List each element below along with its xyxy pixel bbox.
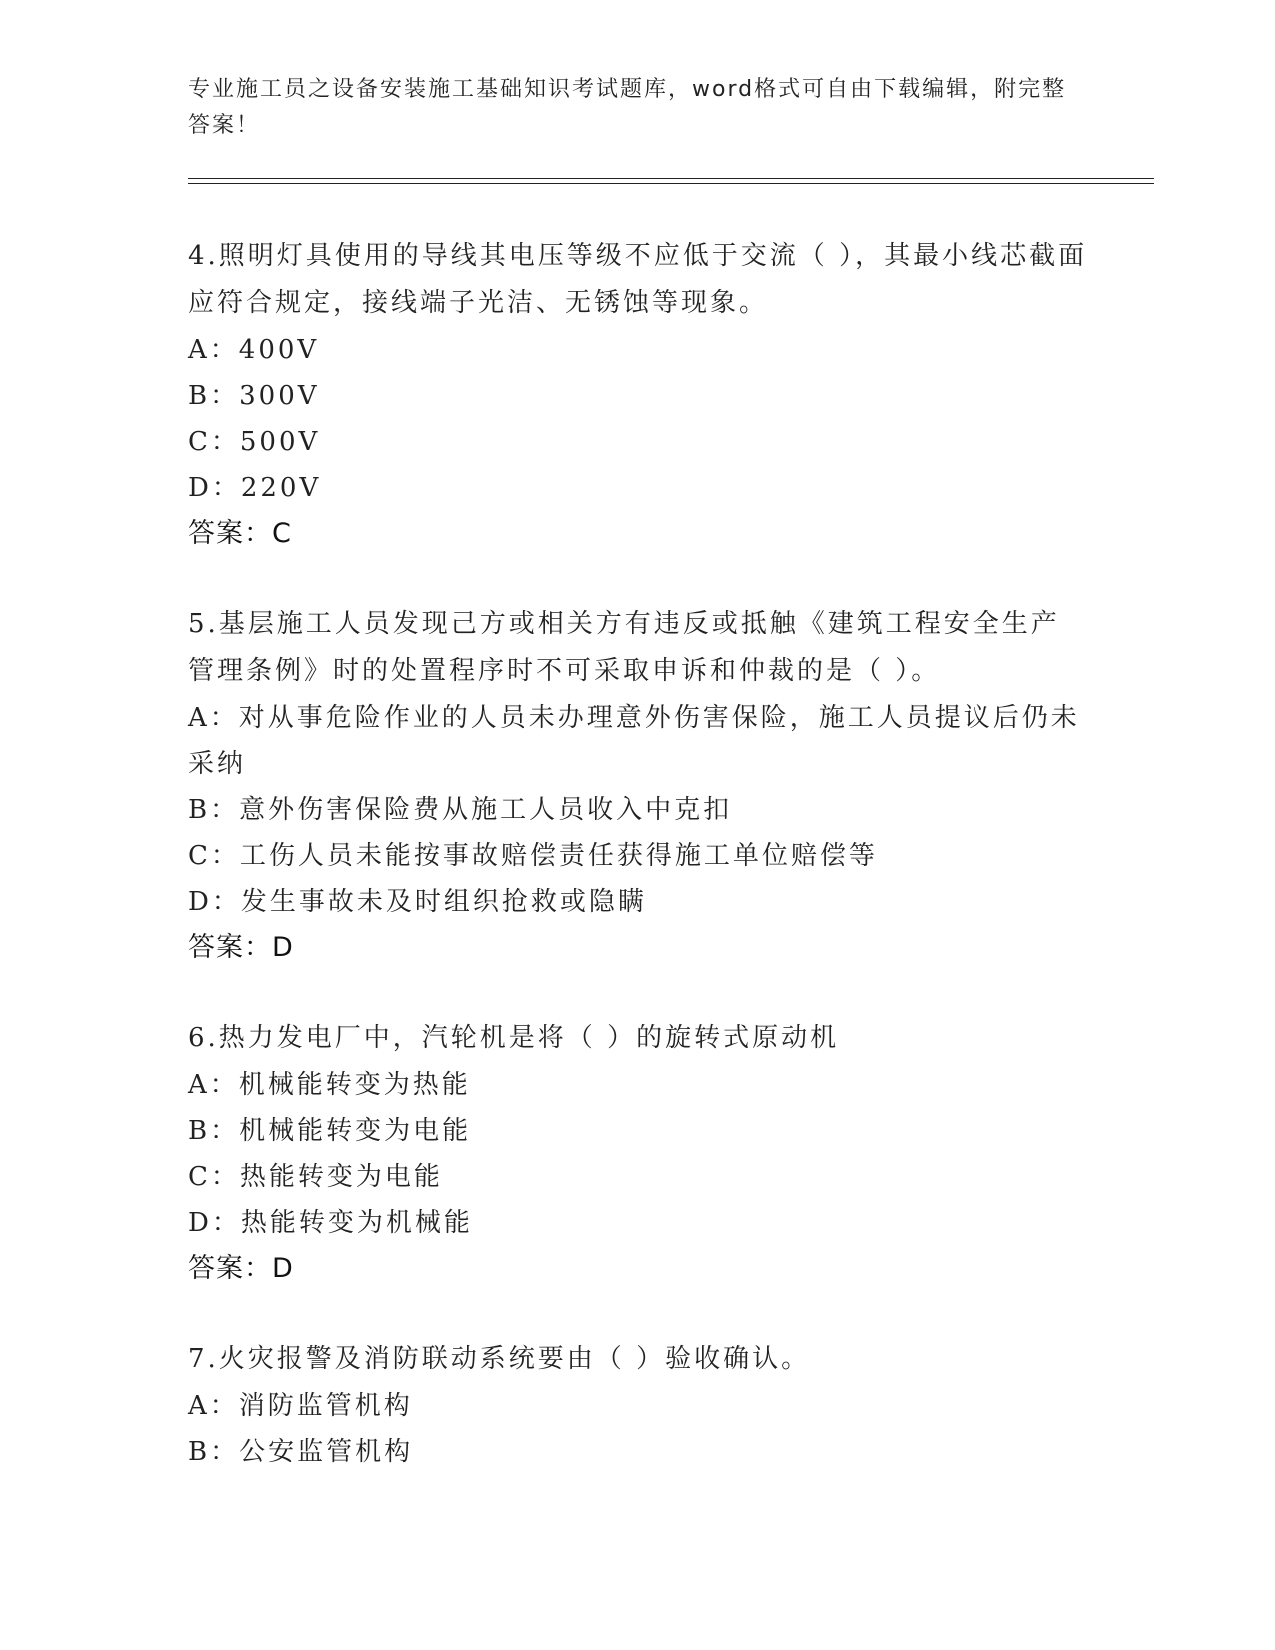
option-d: D：220V [188,473,322,503]
question-text: 7.火灾报警及消防联动系统要由（ ）验收确认。 [188,1344,811,1374]
option-a: A：机械能转变为热能 [188,1070,471,1100]
option-b: B：公安监管机构 [188,1437,414,1467]
question-list [188,233,1088,1519]
option-b: B：意外伤害保险费从施工人员收入中克扣 [188,795,733,825]
option-c: C：500V [188,427,321,457]
answer: 答案：D [188,932,294,963]
document-header: 专业施工员之设备安装施工基础知识考试题库，word格式可自由下载编辑，附完整答案！ [188,77,1067,138]
header-divider-bottom [188,183,1154,184]
option-b: B：机械能转变为电能 [188,1116,472,1146]
option-b: B：300V [188,381,320,411]
option-d: D：发生事故未及时组织抢救或隐瞒 [188,887,647,917]
option-c: C：工伤人员未能按事故赔偿责任获得施工单位赔偿等 [188,841,878,871]
answer: 答案：D [188,1253,294,1284]
header-divider-top [188,178,1154,179]
question-text: 4.照明灯具使用的导线其电压等级不应低于交流（ ），其最小线芯截面应符合规定，接线端子光洁、无锈蚀等现象。 [188,241,1088,318]
question-text: 6.热力发电厂中，汽轮机是将（ ）的旋转式原动机 [188,1023,840,1053]
question-7 [188,1336,1088,1475]
question-6 [188,1015,1088,1292]
option-a: A：400V [188,335,320,365]
option-c: C：热能转变为电能 [188,1162,443,1192]
question-text: 5.基层施工人员发现己方或相关方有违反或抵触《建筑工程安全生产管理条例》时的处置程序时不可采取申诉和仲裁的是（ ）。 [188,609,1060,686]
answer: 答案：C [188,518,292,549]
question-5 [188,601,1088,971]
option-a: A：消防监管机构 [188,1391,413,1421]
option-a: A：对从事危险作业的人员未办理意外伤害保险，施工人员提议后仍未采纳 [188,703,1080,779]
option-d: D：热能转变为机械能 [188,1208,473,1238]
question-4 [188,233,1088,557]
